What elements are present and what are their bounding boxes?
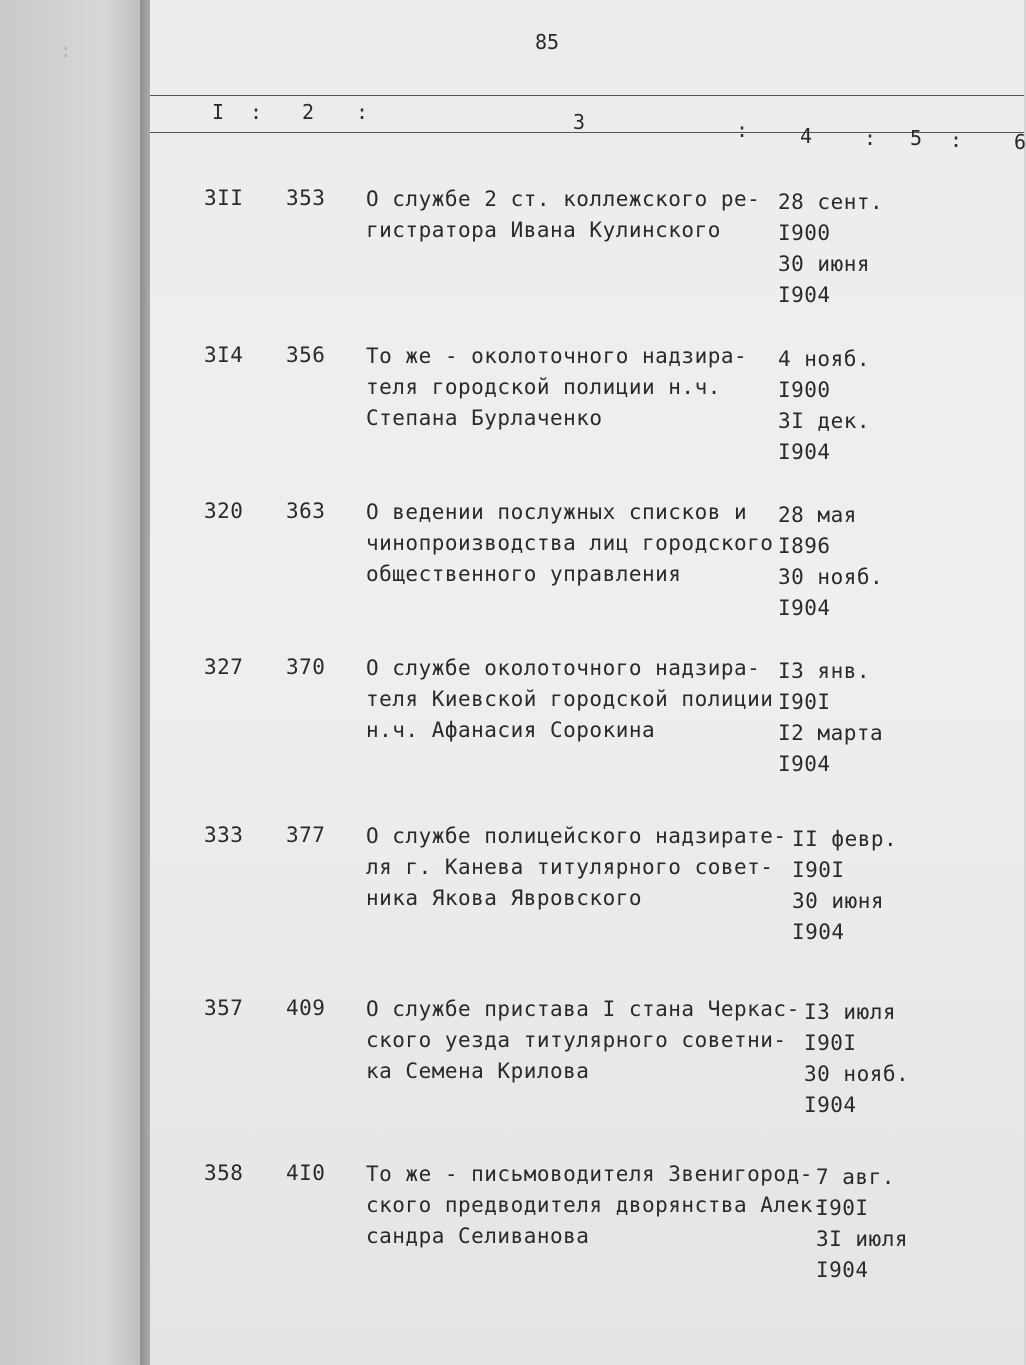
entry-title: [366, 341, 747, 434]
entry-number: 3II: [204, 186, 244, 210]
entry-title-line: О службе полицейского надзирате-: [366, 824, 787, 848]
entry-number: 333: [204, 823, 244, 847]
header-bottom-rule: [150, 132, 1024, 133]
col-separator: :: [356, 100, 369, 124]
entry-title-line: теля городской полиции н.ч.: [366, 375, 721, 399]
col-header-3: 3: [573, 110, 586, 134]
entry-date-line: I896: [778, 534, 831, 558]
entry-date-line: I3 июля: [804, 1000, 897, 1024]
entry-date-line: I904: [778, 440, 831, 464]
entry-title: [366, 1159, 826, 1252]
entry-title-line: ского предводителя дворянства Алек-: [366, 1193, 827, 1217]
facing-page-bleed: :: [60, 40, 72, 62]
entry-title-line: О службе 2 ст. коллежского ре-: [366, 187, 761, 211]
entry-old-number: 353: [286, 186, 326, 210]
entry-title: [366, 184, 760, 246]
entry-title-line: общественного управления: [366, 562, 682, 586]
entry-date-line: I90I: [816, 1196, 869, 1220]
entry-title-line: То же - околоточного надзира-: [366, 344, 748, 368]
entry-title-line: ского уезда титулярного советни-: [366, 1028, 787, 1052]
entry-old-number: 4I0: [286, 1161, 326, 1185]
entry-title: [366, 653, 773, 746]
entry-date-line: 28 мая: [778, 503, 857, 527]
entry-number: 327: [204, 655, 244, 679]
header-top-rule: [150, 95, 1024, 96]
entry-date-line: I904: [816, 1258, 869, 1282]
entry-old-number: 370: [286, 655, 326, 679]
entry-old-number: 409: [286, 996, 326, 1020]
col-header-2: 2: [302, 100, 315, 124]
col-separator: :: [736, 118, 749, 142]
entry-date-line: I900: [778, 221, 831, 245]
entry-number: 3I4: [204, 343, 244, 367]
entry-date-line: 4 нояб.: [778, 347, 871, 371]
entry-dates: [778, 187, 883, 311]
entry-title-line: О службе пристава I стана Черкас-: [366, 997, 800, 1021]
entry-dates: [778, 656, 883, 780]
entry-date-line: I2 марта: [778, 721, 884, 745]
entry-title-line: Степана Бурлаченко: [366, 406, 603, 430]
entry-date-line: 30 нояб.: [804, 1062, 910, 1086]
entry-date-line: 3I июля: [816, 1227, 909, 1251]
entry-date-line: 30 июня: [792, 889, 885, 913]
col-separator: :: [950, 128, 963, 152]
col-separator: :: [864, 126, 877, 150]
entry-date-line: I904: [778, 283, 831, 307]
entry-date-line: 28 сент.: [778, 190, 884, 214]
entry-title: [366, 994, 800, 1087]
entry-date-line: II февр.: [792, 827, 898, 851]
entry-dates: [778, 500, 883, 624]
entry-title-line: ника Якова Явровского: [366, 886, 643, 910]
entry-dates: [804, 997, 909, 1121]
entry-title-line: теля Киевской городской полиции: [366, 687, 774, 711]
entry-date-line: 3I дек.: [778, 409, 871, 433]
entry-date-line: I900: [778, 378, 831, 402]
entry-date-line: I90I: [778, 690, 831, 714]
entry-number: 358: [204, 1161, 244, 1185]
entry-date-line: I3 янв.: [778, 659, 871, 683]
entry-dates: [792, 824, 897, 948]
entry-title-line: сандра Селиванова: [366, 1224, 590, 1248]
entry-date-line: I90I: [804, 1031, 857, 1055]
entry-number: 320: [204, 499, 244, 523]
entry-number: 357: [204, 996, 244, 1020]
entry-date-line: I904: [804, 1093, 857, 1117]
entry-date-line: I904: [778, 752, 831, 776]
entry-date-line: I904: [792, 920, 845, 944]
entry-old-number: 363: [286, 499, 326, 523]
entry-date-line: 30 июня: [778, 252, 871, 276]
col-header-4: 4: [800, 124, 813, 148]
col-header-6: 6: [1014, 130, 1026, 154]
entry-title-line: О службе околоточного надзира-: [366, 656, 761, 680]
entry-title-line: О ведении послужных списков и: [366, 500, 748, 524]
entry-date-line: 7 авг.: [816, 1165, 895, 1189]
entry-date-line: I904: [778, 596, 831, 620]
entry-dates: [816, 1162, 908, 1286]
entry-old-number: 377: [286, 823, 326, 847]
facing-page: [0, 0, 150, 1365]
entry-date-line: 30 нояб.: [778, 565, 884, 589]
col-header-5: 5: [910, 126, 923, 150]
col-separator: :: [250, 100, 263, 124]
entry-title-line: ля г. Канева титулярного совет-: [366, 855, 774, 879]
entry-dates: [778, 344, 870, 468]
entry-title: [366, 497, 773, 590]
entry-title: [366, 821, 787, 914]
col-header-1: I: [212, 100, 225, 124]
entry-title-line: гистратора Ивана Кулинского: [366, 218, 721, 242]
entry-title-line: чинопроизводства лиц городского: [366, 531, 774, 555]
entry-old-number: 356: [286, 343, 326, 367]
entry-title-line: То же - письмоводителя Звенигород-: [366, 1162, 813, 1186]
entry-date-line: I90I: [792, 858, 845, 882]
entry-title-line: н.ч. Афанасия Сорокина: [366, 718, 656, 742]
page-number: 85: [535, 30, 560, 54]
entry-title-line: ка Семена Крилова: [366, 1059, 590, 1083]
